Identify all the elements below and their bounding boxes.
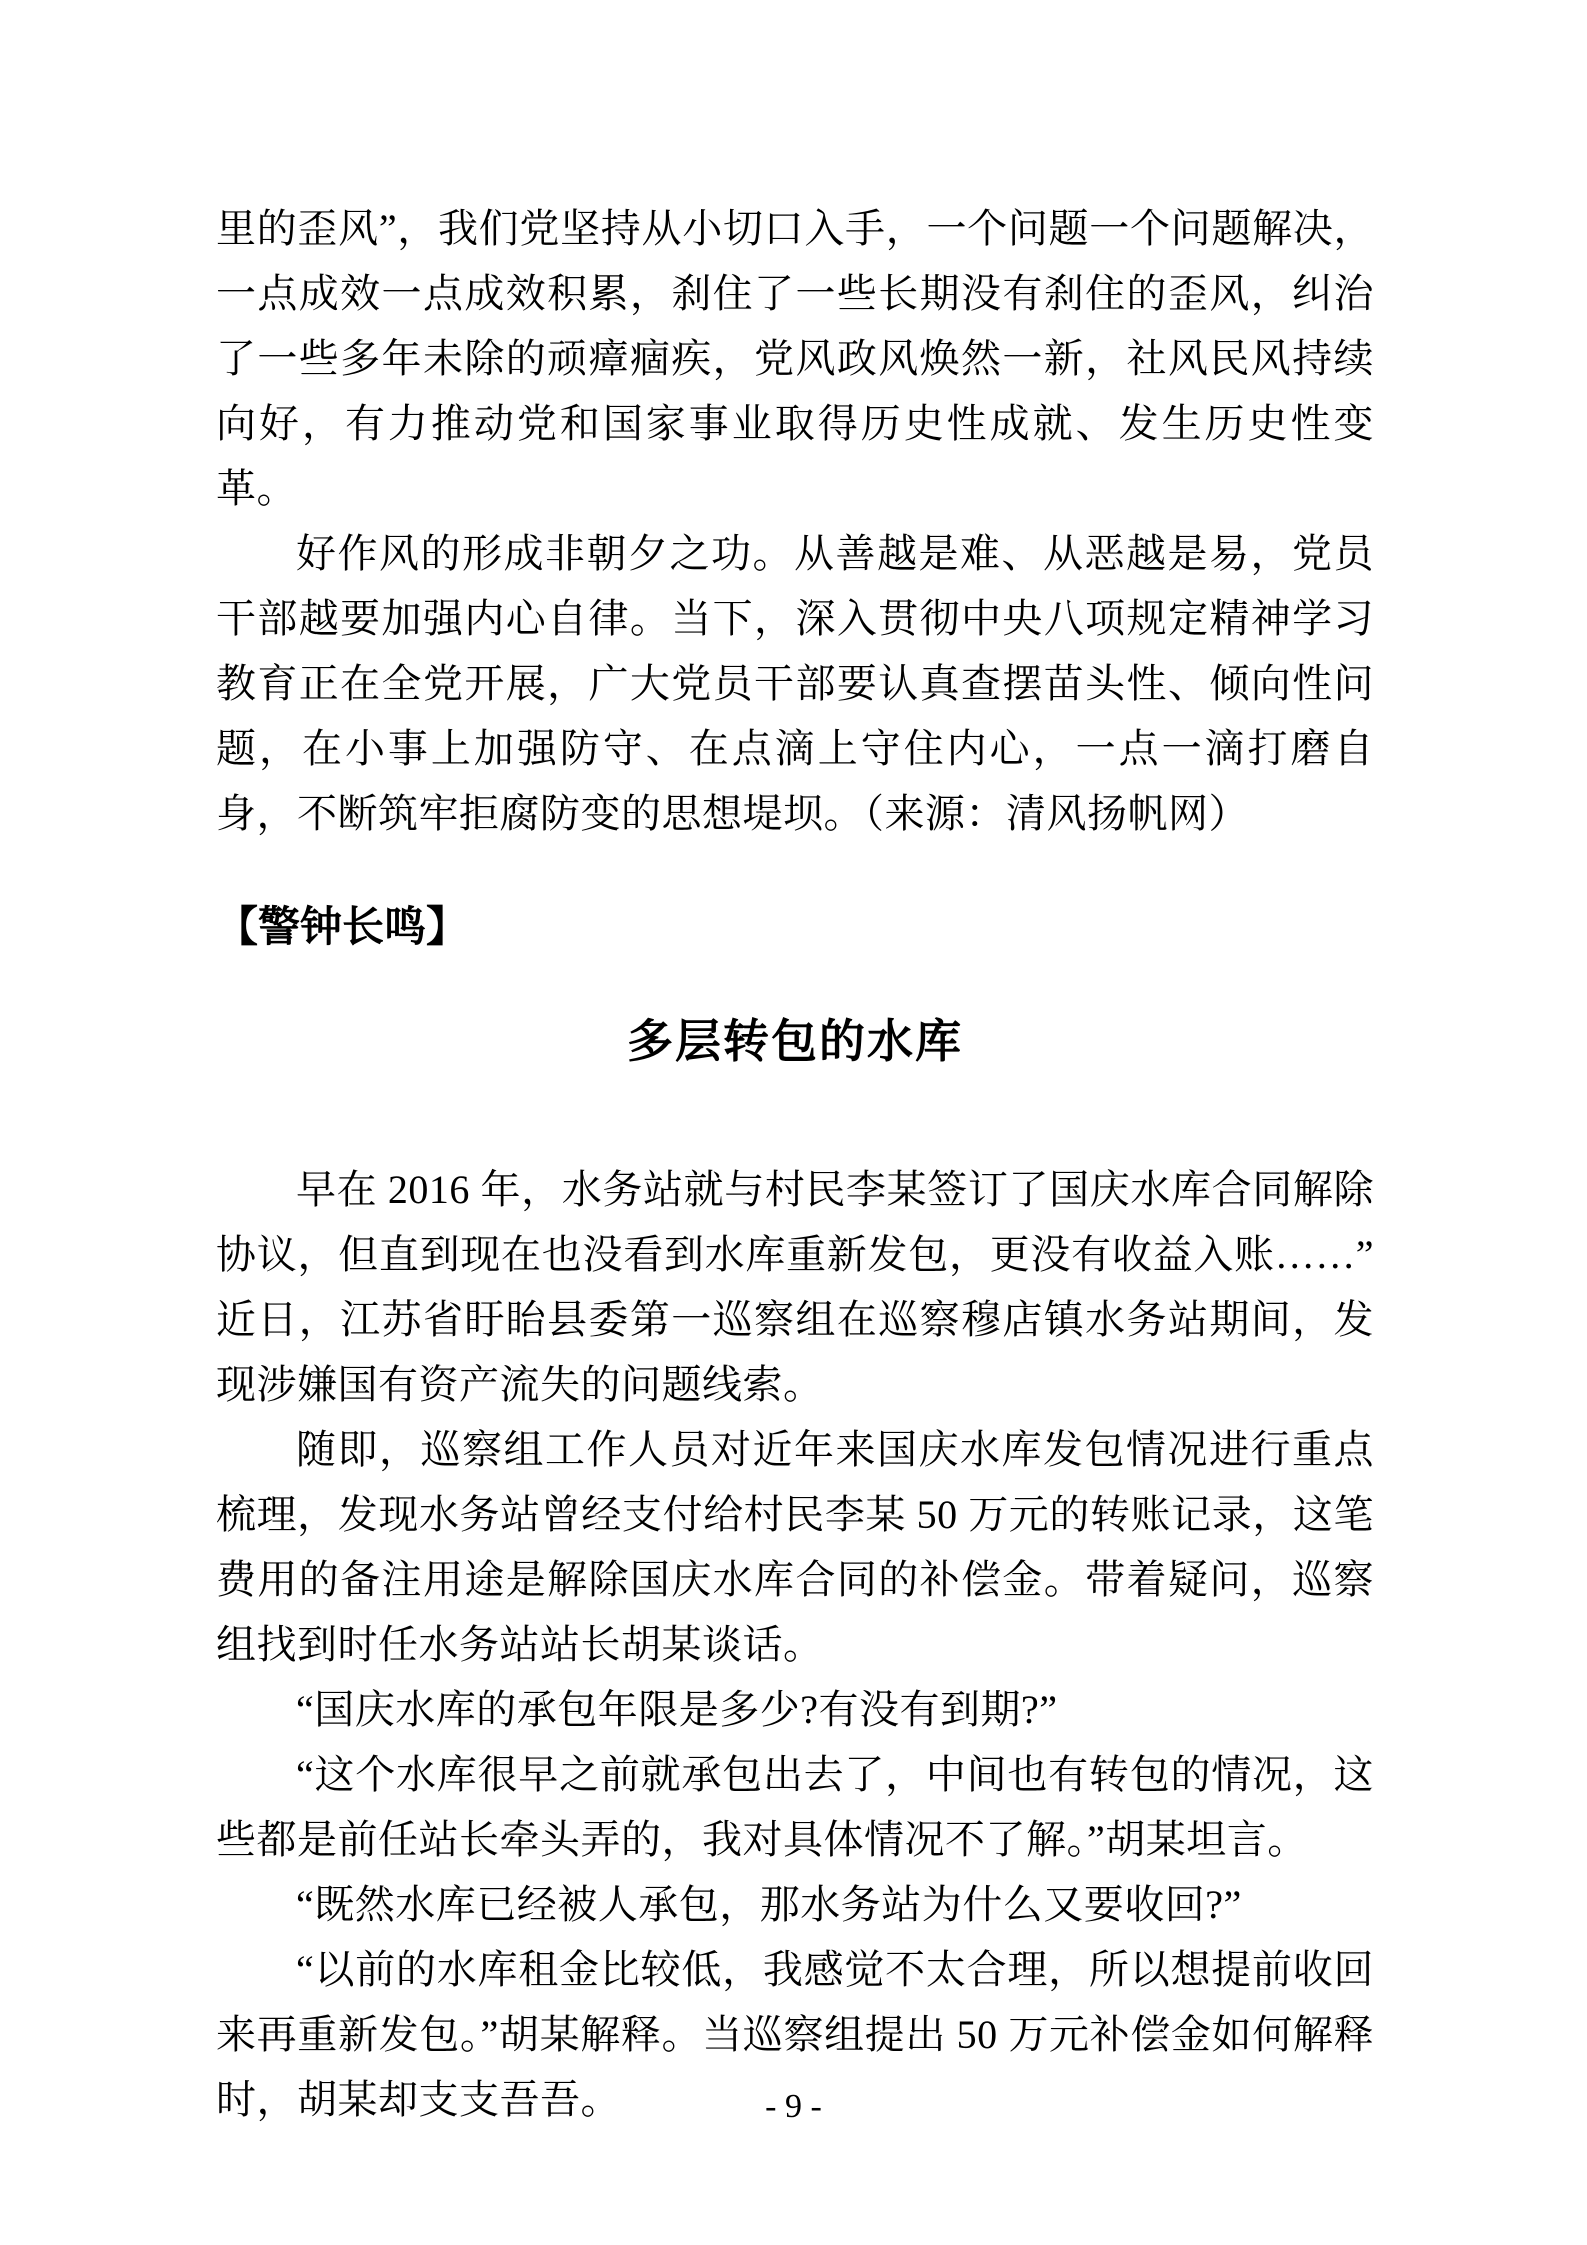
dialogue-paragraph: “以前的水库租金比较低，我感觉不太合理，所以想提前收回来再重新发包。”胡某解释。当巡察组提出 50 万元补偿金如何解释时，胡某却支支吾吾。 <box>216 1947 1374 2122</box>
body-paragraph-continuation: 里的歪风”，我们党坚持从小切口入手，一个问题一个问题解决，一点成效一点成效积累，刹住了一些长期没有刹住的歪风，纠治了一些多年未除的顽瘴痼疾，党风政风焕然一新，社风民风持续向好，有力推动党和国家事业取得历史性成就、发生历史性变革。 <box>216 206 1374 511</box>
page-number: - 9 - <box>765 2088 822 2125</box>
section-header: 【警钟长鸣】 <box>216 905 469 951</box>
body-paragraph: 随即，巡察组工作人员对近年来国庆水库发包情况进行重点梳理，发现水务站曾经支付给村民李某 50 万元的转账记录，这笔费用的备注用途是解除国庆水库合同的补偿金。带着疑问，巡察组找到时任水务站站长胡某谈话。 <box>216 1427 1374 1667</box>
article-title: 多层转包的水库 <box>627 1016 963 1067</box>
page-content <box>216 196 1374 2132</box>
dialogue-paragraph: “既然水库已经被人承包，那水务站为什么又要收回?” <box>296 1882 1242 1927</box>
dialogue-paragraph: “这个水库很早之前就承包出去了，中间也有转包的情况，这些都是前任站长牵头弄的，我对具体情况不了解。”胡某坦言。 <box>216 1752 1374 1862</box>
body-paragraph: 早在 2016 年，水务站就与村民李某签订了国庆水库合同解除协议，但直到现在也没看到水库重新发包，更没有收益入账……”近日，江苏省盱眙县委第一巡察组在巡察穆店镇水务站期间，发现涉嫌国有资产流失的问题线索。 <box>216 1167 1374 1407</box>
body-paragraph: 好作风的形成非朝夕之功。从善越是难、从恶越是易，党员干部越要加强内心自律。当下，深入贯彻中央八项规定精神学习教育正在全党开展，广大党员干部要认真查摆苗头性、倾向性问题，在小事上加强防守、在点滴上守住内心，一点一滴打磨自身，不断筑牢拒腐防变的思想堤坝。（来源：清风扬帆网） <box>216 531 1374 836</box>
dialogue-paragraph: “国庆水库的承包年限是多少?有没有到期?” <box>296 1687 1058 1732</box>
